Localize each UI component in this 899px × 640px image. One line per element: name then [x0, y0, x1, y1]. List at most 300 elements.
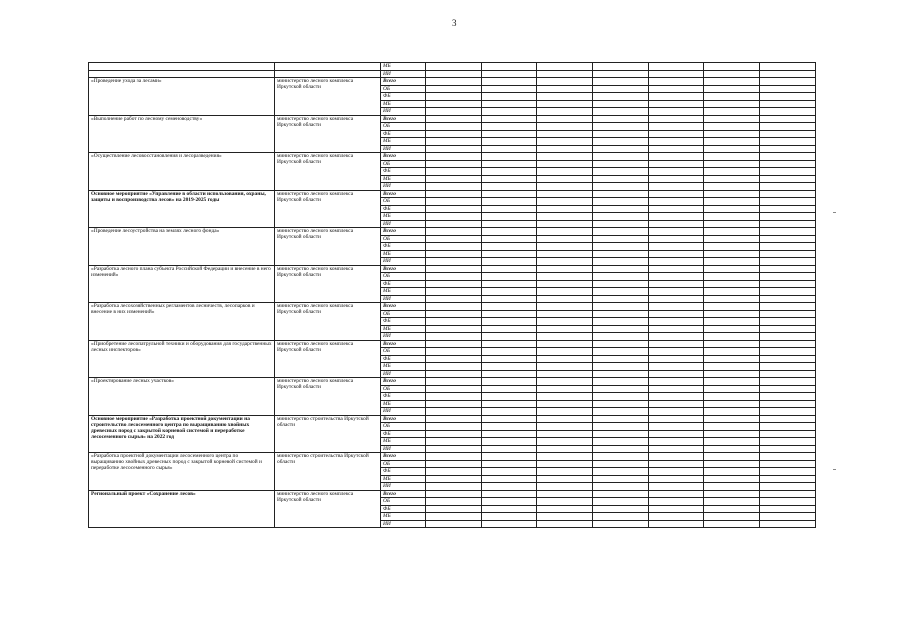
amount-cell [704, 123, 760, 131]
amount-cell [704, 475, 760, 483]
amount-cell [537, 160, 593, 168]
funding-source: МБ [381, 288, 426, 296]
amount-cell [481, 138, 537, 146]
amount-cell [537, 475, 593, 483]
funding-source: ФБ [381, 468, 426, 476]
amount-cell [760, 183, 816, 191]
amount-cell [760, 295, 816, 303]
amount-cell [537, 288, 593, 296]
amount-cell [593, 85, 649, 93]
amount-cell [481, 205, 537, 213]
amount-cell [481, 400, 537, 408]
measure-name: Региональный проект «Сохранение лесов» [89, 490, 275, 528]
amount-cell [648, 123, 704, 131]
amount-cell [481, 85, 537, 93]
funding-source: ИИ [381, 370, 426, 378]
amount-cell [760, 453, 816, 461]
funding-source: Всего [381, 378, 426, 386]
amount-cell [426, 318, 482, 326]
amount-cell [481, 250, 537, 258]
measure-name: Основное мероприятие «Управление в области использования, охраны, защиты и воспроизводства лесов» на 2019-2025 годы [89, 190, 275, 228]
amount-cell [760, 415, 816, 423]
amount-cell [537, 445, 593, 453]
amount-cell [760, 138, 816, 146]
amount-cell [760, 408, 816, 416]
amount-cell [704, 258, 760, 266]
amount-cell [593, 498, 649, 506]
amount-cell [760, 220, 816, 228]
amount-cell [537, 520, 593, 528]
amount-cell [481, 273, 537, 281]
amount-cell [426, 108, 482, 116]
margin-mark [833, 469, 836, 470]
amount-cell [481, 288, 537, 296]
amount-cell [593, 108, 649, 116]
amount-cell [426, 288, 482, 296]
amount-cell [704, 108, 760, 116]
amount-cell [593, 393, 649, 401]
funding-source: ФБ [381, 130, 426, 138]
amount-cell [426, 385, 482, 393]
amount-cell [648, 168, 704, 176]
amount-cell [648, 318, 704, 326]
amount-cell [426, 183, 482, 191]
amount-cell [760, 205, 816, 213]
amount-cell [537, 273, 593, 281]
amount-cell [648, 78, 704, 86]
amount-cell [481, 100, 537, 108]
amount-cell [481, 430, 537, 438]
responsible-executor: министерство лесного комплекса Иркутской области [275, 190, 381, 228]
amount-cell [537, 108, 593, 116]
amount-cell [426, 205, 482, 213]
amount-cell [760, 333, 816, 341]
amount-cell [648, 348, 704, 356]
amount-cell [426, 198, 482, 206]
amount-cell [426, 160, 482, 168]
amount-cell [704, 370, 760, 378]
measure-name: «Выполнение работ по лесному семеноводству» [89, 115, 275, 153]
amount-cell [760, 498, 816, 506]
responsible-executor: министерство лесного комплекса Иркутской области [275, 153, 381, 191]
amount-cell [648, 108, 704, 116]
funding-source: ФБ [381, 393, 426, 401]
amount-cell [426, 355, 482, 363]
amount-cell [537, 190, 593, 198]
amount-cell [537, 498, 593, 506]
amount-cell [593, 145, 649, 153]
amount-cell [593, 63, 649, 71]
amount-cell [537, 400, 593, 408]
funding-source: Всего [381, 228, 426, 236]
amount-cell [537, 438, 593, 446]
amount-cell [426, 190, 482, 198]
amount-cell [426, 445, 482, 453]
funding-source: МБ [381, 63, 426, 71]
amount-cell [648, 205, 704, 213]
amount-cell [537, 370, 593, 378]
amount-cell [760, 318, 816, 326]
amount-cell [704, 280, 760, 288]
amount-cell [648, 453, 704, 461]
amount-cell [426, 130, 482, 138]
amount-cell [593, 513, 649, 521]
amount-cell [593, 453, 649, 461]
amount-cell [648, 85, 704, 93]
funding-source: ИИ [381, 108, 426, 116]
amount-cell [648, 190, 704, 198]
table-row [89, 153, 816, 161]
amount-cell [593, 258, 649, 266]
amount-cell [593, 415, 649, 423]
amount-cell [537, 78, 593, 86]
amount-cell [704, 520, 760, 528]
amount-cell [760, 190, 816, 198]
amount-cell [593, 205, 649, 213]
amount-cell [593, 333, 649, 341]
amount-cell [537, 265, 593, 273]
amount-cell [537, 100, 593, 108]
funding-source: Всего [381, 115, 426, 123]
amount-cell [481, 63, 537, 71]
amount-cell [760, 235, 816, 243]
funding-source: Всего [381, 490, 426, 498]
responsible-executor: министерство лесного комплекса Иркутской области [275, 228, 381, 266]
funding-source: ОБ [381, 198, 426, 206]
amount-cell [704, 205, 760, 213]
amount-cell [593, 520, 649, 528]
amount-cell [704, 490, 760, 498]
amount-cell [481, 130, 537, 138]
amount-cell [760, 400, 816, 408]
amount-cell [760, 288, 816, 296]
amount-cell [426, 168, 482, 176]
amount-cell [593, 183, 649, 191]
table-row [89, 378, 816, 386]
responsible-executor: министерство лесного комплекса Иркутской области [275, 490, 381, 528]
amount-cell [537, 280, 593, 288]
amount-cell [426, 280, 482, 288]
amount-cell [537, 115, 593, 123]
funding-source: ОБ [381, 348, 426, 356]
funding-source: Всего [381, 303, 426, 311]
amount-cell [760, 123, 816, 131]
amount-cell [537, 85, 593, 93]
amount-cell [593, 505, 649, 513]
amount-cell [760, 513, 816, 521]
measure-name: «Осуществление лесовосстановления и лесоразведения» [89, 153, 275, 191]
amount-cell [426, 295, 482, 303]
amount-cell [481, 168, 537, 176]
amount-cell [648, 295, 704, 303]
amount-cell [537, 220, 593, 228]
amount-cell [537, 415, 593, 423]
amount-cell [704, 265, 760, 273]
amount-cell [704, 130, 760, 138]
funding-source: Всего [381, 190, 426, 198]
amount-cell [426, 490, 482, 498]
amount-cell [537, 175, 593, 183]
amount-cell [648, 228, 704, 236]
amount-cell [704, 273, 760, 281]
amount-cell [760, 520, 816, 528]
amount-cell [426, 333, 482, 341]
funding-source: МБ [381, 100, 426, 108]
amount-cell [760, 490, 816, 498]
measure-name: «Разработка проектной документации лесосеменного центра по выращиванию хвойных древесных пород с закрытой корневой системой и переработке лесосеменного сырья» [89, 453, 275, 491]
amount-cell [481, 475, 537, 483]
amount-cell [426, 520, 482, 528]
amount-cell [593, 438, 649, 446]
amount-cell [704, 235, 760, 243]
funding-source: Всего [381, 265, 426, 273]
amount-cell [426, 145, 482, 153]
responsible-executor: министерство лесного комплекса Иркутской области [275, 303, 381, 341]
amount-cell [648, 303, 704, 311]
responsible-executor: министерство лесного комплекса Иркутской области [275, 340, 381, 378]
amount-cell [537, 168, 593, 176]
amount-cell [760, 168, 816, 176]
funding-source: ФБ [381, 505, 426, 513]
amount-cell [760, 393, 816, 401]
amount-cell [481, 378, 537, 386]
amount-cell [648, 153, 704, 161]
amount-cell [426, 115, 482, 123]
amount-cell [481, 235, 537, 243]
amount-cell [426, 243, 482, 251]
amount-cell [426, 85, 482, 93]
amount-cell [481, 160, 537, 168]
funding-source: ИИ [381, 333, 426, 341]
amount-cell [760, 445, 816, 453]
amount-cell [648, 520, 704, 528]
amount-cell [593, 348, 649, 356]
amount-cell [537, 453, 593, 461]
amount-cell [704, 160, 760, 168]
amount-cell [648, 280, 704, 288]
amount-cell [481, 258, 537, 266]
amount-cell [704, 78, 760, 86]
amount-cell [704, 250, 760, 258]
amount-cell [426, 138, 482, 146]
amount-cell [648, 325, 704, 333]
amount-cell [481, 438, 537, 446]
amount-cell [481, 190, 537, 198]
table-row [89, 115, 816, 123]
amount-cell [648, 310, 704, 318]
amount-cell [593, 490, 649, 498]
amount-cell [704, 378, 760, 386]
amount-cell [704, 310, 760, 318]
amount-cell [537, 198, 593, 206]
responsible-cell [275, 63, 381, 71]
amount-cell [426, 393, 482, 401]
amount-cell [704, 153, 760, 161]
table-row [89, 340, 816, 348]
amount-cell [704, 498, 760, 506]
measure-name-cell [89, 63, 275, 71]
amount-cell [704, 513, 760, 521]
amount-cell [426, 363, 482, 371]
amount-cell [760, 438, 816, 446]
amount-cell [426, 340, 482, 348]
amount-cell [481, 355, 537, 363]
amount-cell [481, 348, 537, 356]
amount-cell [593, 325, 649, 333]
funding-source: ФБ [381, 355, 426, 363]
amount-cell [760, 108, 816, 116]
amount-cell [760, 280, 816, 288]
amount-cell [593, 130, 649, 138]
amount-cell [760, 310, 816, 318]
amount-cell [648, 265, 704, 273]
amount-cell [704, 85, 760, 93]
amount-cell [760, 460, 816, 468]
amount-cell [704, 213, 760, 221]
amount-cell [537, 258, 593, 266]
responsible-executor: министерство строительства Иркутской области [275, 453, 381, 491]
amount-cell [593, 265, 649, 273]
amount-cell [704, 228, 760, 236]
amount-cell [648, 138, 704, 146]
amount-cell [593, 408, 649, 416]
table-row [89, 265, 816, 273]
funding-source: МБ [381, 213, 426, 221]
amount-cell [704, 483, 760, 491]
table-row [89, 190, 816, 198]
amount-cell [593, 295, 649, 303]
amount-cell [704, 460, 760, 468]
amount-cell [593, 115, 649, 123]
amount-cell [648, 355, 704, 363]
amount-cell [648, 378, 704, 386]
amount-cell [760, 70, 816, 78]
amount-cell [760, 243, 816, 251]
amount-cell [537, 333, 593, 341]
funding-source: ФБ [381, 243, 426, 251]
measure-name-cell [89, 70, 275, 78]
amount-cell [648, 288, 704, 296]
amount-cell [426, 63, 482, 71]
amount-cell [426, 498, 482, 506]
funding-source: ОБ [381, 273, 426, 281]
amount-cell [593, 250, 649, 258]
amount-cell [537, 378, 593, 386]
funding-source: ИИ [381, 220, 426, 228]
amount-cell [648, 258, 704, 266]
amount-cell [648, 385, 704, 393]
amount-cell [648, 505, 704, 513]
margin-mark [833, 212, 836, 213]
amount-cell [593, 318, 649, 326]
table-row [89, 228, 816, 236]
funding-source: ОБ [381, 498, 426, 506]
amount-cell [537, 385, 593, 393]
funding-source: МБ [381, 363, 426, 371]
funding-source: МБ [381, 325, 426, 333]
amount-cell [648, 115, 704, 123]
amount-cell [537, 310, 593, 318]
amount-cell [481, 198, 537, 206]
amount-cell [537, 130, 593, 138]
amount-cell [537, 145, 593, 153]
funding-source: ОБ [381, 235, 426, 243]
amount-cell [426, 175, 482, 183]
funding-source: ОБ [381, 85, 426, 93]
funding-source: ИИ [381, 295, 426, 303]
amount-cell [481, 115, 537, 123]
amount-cell [593, 355, 649, 363]
amount-cell [426, 310, 482, 318]
amount-cell [426, 513, 482, 521]
amount-cell [760, 63, 816, 71]
amount-cell [704, 445, 760, 453]
amount-cell [760, 363, 816, 371]
amount-cell [481, 153, 537, 161]
amount-cell [704, 333, 760, 341]
amount-cell [481, 460, 537, 468]
responsible-executor: министерство лесного комплекса Иркутской области [275, 265, 381, 303]
amount-cell [760, 160, 816, 168]
amount-cell [648, 243, 704, 251]
funding-source: ОБ [381, 310, 426, 318]
amount-cell [481, 385, 537, 393]
amount-cell [704, 505, 760, 513]
amount-cell [537, 235, 593, 243]
amount-cell [648, 198, 704, 206]
amount-cell [704, 325, 760, 333]
amount-cell [593, 468, 649, 476]
amount-cell [648, 498, 704, 506]
amount-cell [648, 70, 704, 78]
funding-source: МБ [381, 250, 426, 258]
amount-cell [537, 213, 593, 221]
amount-cell [648, 490, 704, 498]
amount-cell [648, 183, 704, 191]
amount-cell [593, 175, 649, 183]
measure-name: «Приобретение лесопатрульной техники и оборудования для государственных лесных инспекторов» [89, 340, 275, 378]
funding-source: МБ [381, 513, 426, 521]
amount-cell [426, 400, 482, 408]
amount-cell [481, 228, 537, 236]
amount-cell [648, 445, 704, 453]
amount-cell [760, 303, 816, 311]
funding-source: ФБ [381, 93, 426, 101]
amount-cell [537, 363, 593, 371]
amount-cell [593, 190, 649, 198]
amount-cell [593, 213, 649, 221]
amount-cell [537, 430, 593, 438]
amount-cell [593, 153, 649, 161]
amount-cell [704, 183, 760, 191]
funding-source: ФБ [381, 430, 426, 438]
amount-cell [537, 183, 593, 191]
amount-cell [704, 145, 760, 153]
responsible-cell [275, 70, 381, 78]
amount-cell [481, 295, 537, 303]
amount-cell [760, 145, 816, 153]
amount-cell [704, 430, 760, 438]
amount-cell [760, 265, 816, 273]
amount-cell [704, 138, 760, 146]
table-row [89, 70, 816, 78]
funding-source: Всего [381, 153, 426, 161]
amount-cell [704, 63, 760, 71]
amount-cell [648, 220, 704, 228]
amount-cell [426, 378, 482, 386]
amount-cell [537, 468, 593, 476]
amount-cell [537, 423, 593, 431]
